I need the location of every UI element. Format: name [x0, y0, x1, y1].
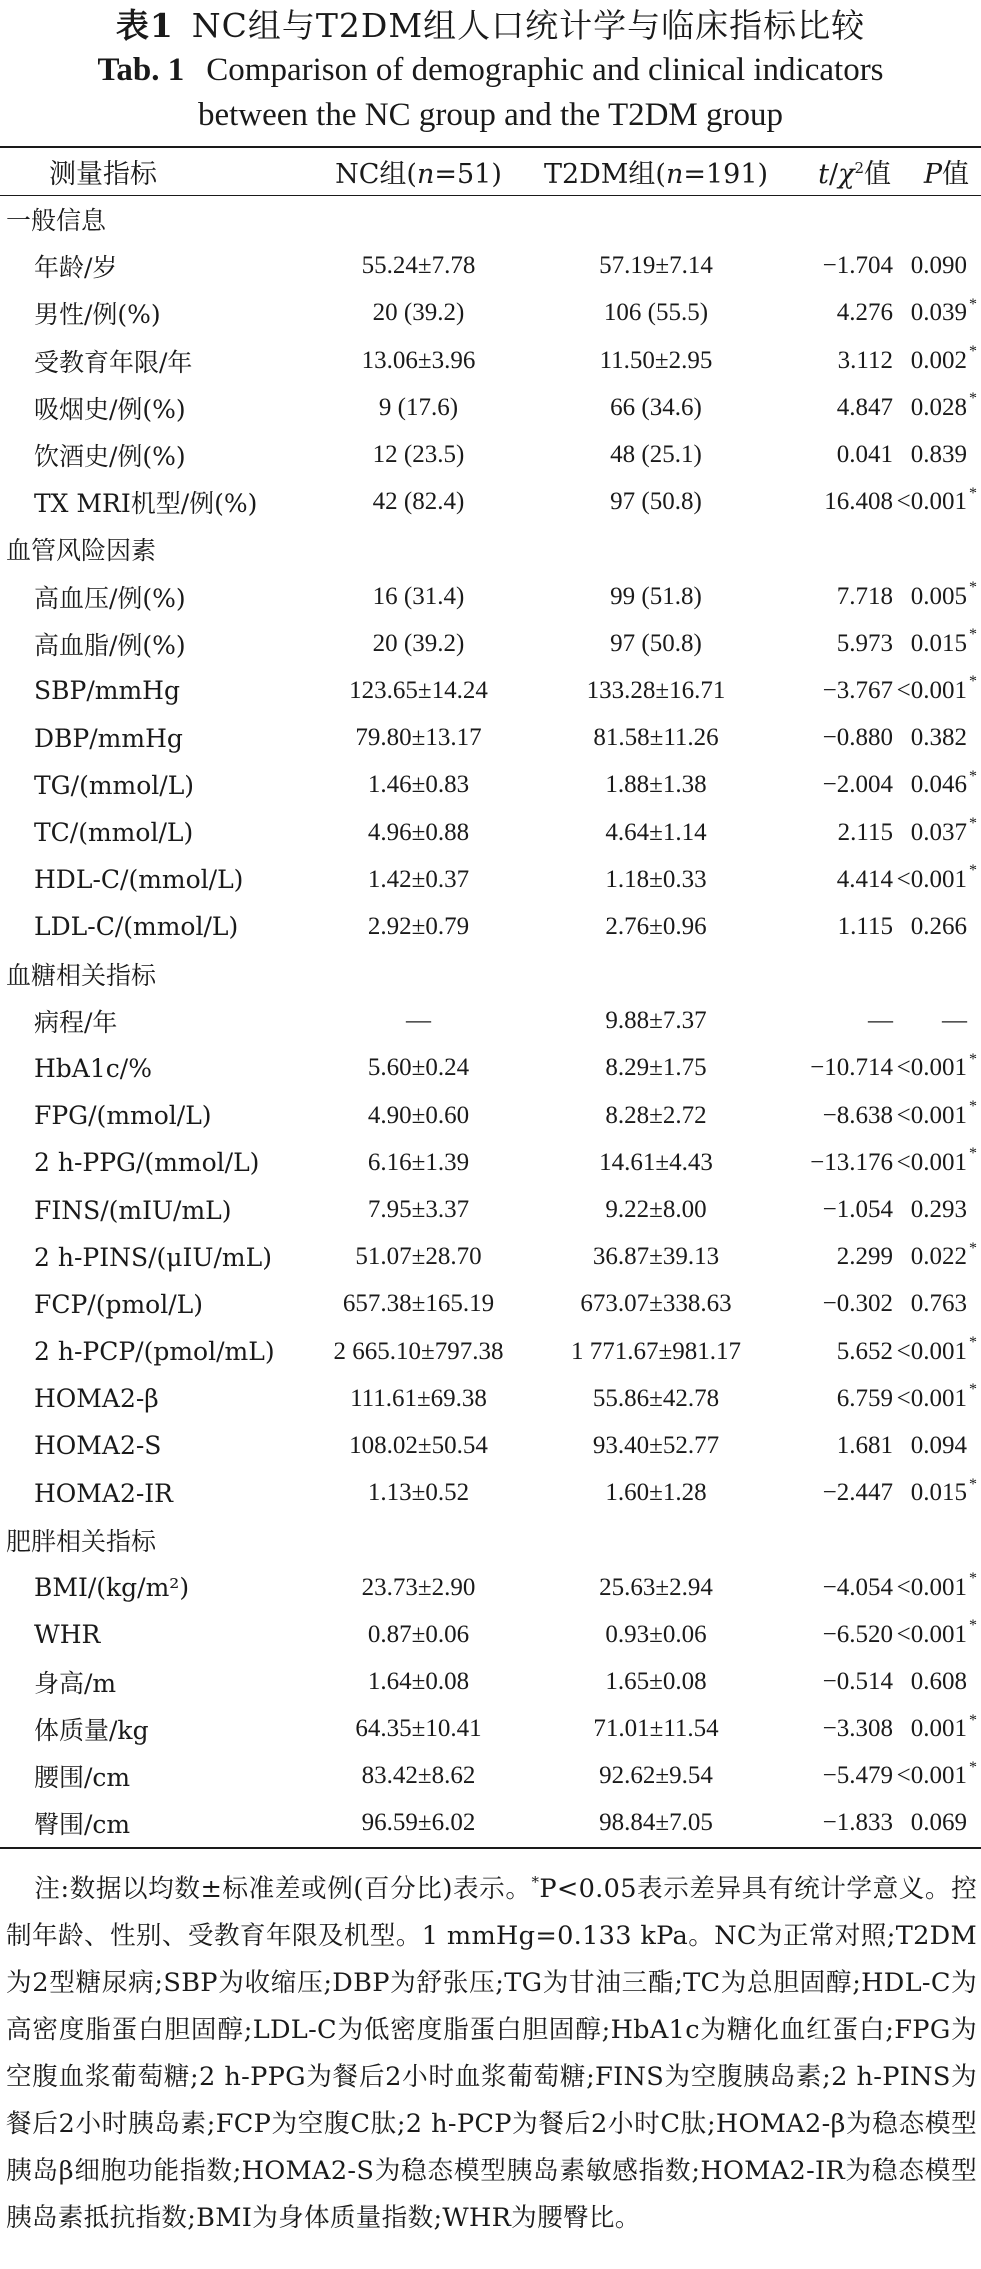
t2dm-value: 99 (51.8)	[610, 582, 702, 610]
p-value-text: 0.039	[910, 299, 967, 327]
nc-value: 1.64±0.08	[367, 1667, 470, 1695]
t2dm-value: 1.18±0.33	[605, 865, 707, 893]
p-value	[895, 1422, 981, 1469]
statistic-value: 16.408	[824, 488, 893, 516]
t2dm-value: 8.28±2.72	[605, 1101, 707, 1129]
table-body	[0, 196, 981, 1849]
indicator-name: FINS/(mIU/mL)	[34, 1195, 232, 1225]
comparison-table	[0, 146, 981, 1849]
p-value-text: <0.001	[896, 1054, 967, 1082]
t2dm-value: 2.76±0.96	[605, 912, 707, 940]
t2dm-value: 0.93±0.06	[605, 1620, 707, 1648]
significance-marker: *	[969, 1334, 977, 1351]
statistic-value: 2.299	[836, 1243, 893, 1271]
t2dm-value: 66 (34.6)	[610, 393, 702, 421]
t2dm-value: 9.22±8.00	[605, 1196, 707, 1224]
t2dm-value: 93.40±52.77	[592, 1431, 720, 1459]
nc-value: 1.46±0.83	[367, 771, 470, 799]
p-value	[895, 1564, 981, 1611]
significance-marker: *	[969, 1098, 977, 1116]
t2dm-value: 25.63±2.94	[599, 1573, 713, 1601]
note-sig-marker: *	[531, 1873, 540, 1892]
section-title: 肥胖相关指标	[6, 1527, 157, 1557]
table-row	[0, 1186, 981, 1233]
caption-en-title-line1: Comparison of demographic and clinical indicators	[206, 52, 884, 88]
statistic-value: −2.447	[822, 1479, 893, 1507]
table-row	[0, 1470, 981, 1517]
table-row	[0, 998, 981, 1045]
section-title: 一般信息	[6, 206, 107, 236]
p-value	[895, 1092, 981, 1139]
statistic-value: −1.833	[822, 1809, 893, 1837]
note-prefix: 注:数据以均数±标准差或例(百分比)表示。	[34, 1874, 532, 1905]
p-value-text: 0.037	[910, 818, 967, 846]
p-value-text: 0.028	[910, 393, 967, 421]
p-value-text: 0.069	[910, 1809, 967, 1837]
t2dm-value: 71.01±11.54	[593, 1715, 719, 1743]
t2dm-value: 98.84±7.05	[599, 1809, 713, 1837]
p-value	[895, 1234, 981, 1281]
table-row	[0, 1422, 981, 1469]
p-value	[895, 1375, 981, 1422]
table-row	[0, 856, 981, 903]
p-value-text: 0.090	[910, 252, 967, 280]
nc-value: 111.61±69.38	[350, 1384, 487, 1412]
significance-marker: *	[969, 343, 977, 361]
p-value	[895, 667, 981, 714]
significance-marker: *	[969, 626, 977, 644]
indicator-name: HbA1c/%	[34, 1053, 152, 1083]
p-value-text: 0.002	[910, 346, 967, 374]
statistic-value: −10.714	[810, 1054, 893, 1082]
t2dm-value: 1 771.67±981.17	[571, 1337, 741, 1365]
statistic-value: −3.767	[822, 676, 893, 704]
t2dm-value: 14.61±4.43	[599, 1148, 713, 1176]
table-row	[0, 243, 981, 290]
statistic-value: 0.041	[836, 441, 893, 469]
p-value	[895, 431, 981, 478]
nc-value: 16 (31.4)	[372, 582, 465, 610]
section-header-row	[0, 526, 981, 573]
t2dm-value: 55.86±42.78	[592, 1384, 720, 1412]
p-value-text: 0.382	[910, 724, 967, 752]
significance-marker: *	[969, 767, 977, 785]
section-header-row	[0, 196, 981, 243]
table-caption	[0, 4, 981, 138]
table-row	[0, 290, 981, 337]
significance-marker: *	[969, 1381, 977, 1399]
indicator-name: DBP/mmHg	[34, 723, 183, 753]
nc-value: 13.06±3.96	[361, 346, 476, 374]
p-value	[895, 809, 981, 856]
header-t2dm-group: T2DM组(n=191)	[521, 147, 791, 196]
p-value-text: 0.015	[910, 629, 967, 657]
nc-value: 20 (39.2)	[372, 629, 465, 657]
table-row	[0, 620, 981, 667]
header-indicator: 测量指标	[0, 147, 316, 196]
table-row	[0, 1328, 981, 1375]
p-value-text: —	[942, 1007, 967, 1035]
indicator-name: 2 h-PINS/(μIU/mL)	[34, 1242, 272, 1272]
nc-value: 657.38±165.19	[342, 1290, 495, 1318]
t2dm-value: 1.60±1.28	[605, 1479, 707, 1507]
p-value-text: <0.001	[896, 1762, 967, 1790]
table-row	[0, 1092, 981, 1139]
nc-value: 23.73±2.90	[361, 1573, 476, 1601]
significance-marker: *	[969, 484, 977, 502]
significance-marker: *	[969, 295, 977, 313]
statistic-value: 1.115	[837, 912, 893, 940]
p-value-text: <0.001	[896, 1620, 967, 1648]
table-header-row	[0, 147, 981, 196]
nc-value: 96.59±6.02	[361, 1809, 476, 1837]
nc-value: 55.24±7.78	[361, 252, 476, 280]
p-value	[895, 715, 981, 762]
significance-marker: *	[969, 579, 977, 596]
indicator-name: FPG/(mmol/L)	[34, 1101, 212, 1131]
indicator-name: LDL-C/(mmol/L)	[34, 912, 239, 942]
statistic-value: 5.652	[836, 1337, 893, 1365]
nc-value: 9 (17.6)	[378, 393, 459, 421]
indicator-name: TG/(mmol/L)	[34, 770, 195, 800]
p-value	[895, 856, 981, 903]
table-row	[0, 384, 981, 431]
table-row	[0, 573, 981, 620]
caption-en-label: Tab. 1	[97, 52, 185, 88]
table-row	[0, 1234, 981, 1281]
nc-value: 64.35±10.41	[355, 1715, 482, 1743]
statistic-value: −0.514	[822, 1667, 893, 1695]
statistic-value: −0.880	[822, 724, 893, 752]
indicator-name: HOMA2-S	[34, 1431, 162, 1461]
table-row	[0, 715, 981, 762]
table-row	[0, 1375, 981, 1422]
statistic-value: −4.054	[822, 1573, 893, 1601]
indicator-name: SBP/mmHg	[34, 676, 180, 706]
t2dm-value: 92.62±9.54	[599, 1762, 713, 1790]
section-title: 血管风险因素	[6, 536, 157, 566]
indicator-name: HOMA2-IR	[34, 1478, 174, 1508]
indicator-name: 高血压/例(%)	[34, 583, 186, 613]
p-value-text: 0.763	[910, 1290, 967, 1318]
statistic-value: —	[868, 1007, 893, 1035]
statistic-value: 3.112	[837, 346, 893, 374]
p-value-text: 0.046	[910, 771, 967, 799]
indicator-name: 饮酒史/例(%)	[34, 442, 186, 472]
significance-marker: *	[969, 1617, 977, 1635]
statistic-value: −1.054	[822, 1196, 893, 1224]
p-value-text: 0.005	[910, 582, 967, 610]
caption-cn-label: 表1	[115, 6, 174, 45]
significance-marker: *	[969, 1050, 977, 1068]
statistic-value: −2.004	[822, 771, 893, 799]
section-title: 血糖相关指标	[6, 961, 157, 991]
statistic-value: −5.479	[822, 1762, 893, 1790]
p-value	[895, 1139, 981, 1186]
nc-value: 4.96±0.88	[367, 818, 470, 846]
nc-value: 12 (23.5)	[372, 441, 465, 469]
p-value	[895, 762, 981, 809]
p-value-text: <0.001	[896, 1101, 967, 1129]
nc-value: 1.13±0.52	[367, 1479, 470, 1507]
significance-marker: *	[969, 862, 977, 880]
caption-cn-title: NC组与T2DM组人口统计学与临床指标比较	[191, 6, 866, 45]
t2dm-value: 8.29±1.75	[605, 1054, 707, 1082]
nc-value: 51.07±28.70	[355, 1243, 482, 1271]
table-row	[0, 1281, 981, 1328]
significance-marker: *	[969, 1145, 977, 1163]
t2dm-value: 1.65±0.08	[605, 1667, 707, 1695]
statistic-value: −1.704	[822, 252, 893, 280]
nc-value: 4.90±0.60	[367, 1101, 470, 1129]
t2dm-value: 133.28±16.71	[586, 676, 726, 704]
table-row	[0, 479, 981, 526]
indicator-name: 病程/年	[34, 1008, 118, 1038]
p-value	[895, 1045, 981, 1092]
indicator-name: 高血脂/例(%)	[34, 630, 186, 660]
document-page	[0, 4, 981, 2269]
table-row	[0, 431, 981, 478]
statistic-value: 1.681	[836, 1431, 893, 1459]
table-row	[0, 1611, 981, 1658]
indicator-name: 臀围/cm	[34, 1810, 131, 1840]
significance-marker: *	[969, 673, 977, 691]
p-value	[895, 1281, 981, 1328]
table-row	[0, 337, 981, 384]
header-p-value: P值	[895, 147, 981, 196]
significance-marker: *	[969, 1711, 977, 1729]
caption-chinese	[0, 4, 981, 48]
p-value	[895, 243, 981, 290]
indicator-name: 2 h-PCP/(pmol/mL)	[34, 1337, 275, 1367]
t2dm-value: 36.87±39.13	[592, 1243, 720, 1271]
t2dm-value: 106 (55.5)	[603, 299, 709, 327]
p-value	[895, 1470, 981, 1517]
table-row	[0, 1658, 981, 1705]
p-value	[895, 903, 981, 950]
indicator-name: TC/(mmol/L)	[34, 818, 194, 848]
statistic-value: 6.759	[836, 1384, 893, 1412]
nc-value: 2.92±0.79	[367, 912, 470, 940]
t2dm-value: 81.58±11.26	[593, 724, 719, 752]
p-value-text: 0.094	[910, 1431, 967, 1459]
statistic-value: −3.308	[822, 1715, 893, 1743]
p-value-text: 0.266	[910, 912, 967, 940]
table-note	[0, 1849, 981, 2242]
statistic-value: 5.973	[836, 629, 893, 657]
nc-value: —	[406, 1007, 431, 1035]
caption-en-title-line2: between the NC group and the T2DM group	[197, 97, 784, 133]
t2dm-value: 97 (50.8)	[610, 629, 702, 657]
p-value	[895, 1706, 981, 1753]
significance-marker: *	[969, 1569, 977, 1587]
p-value	[895, 290, 981, 337]
indicator-name: TX MRI机型/例(%)	[34, 489, 258, 519]
p-value	[895, 573, 981, 620]
p-value-text: 0.293	[910, 1196, 967, 1224]
nc-value: 108.02±50.54	[349, 1431, 488, 1459]
nc-value: 42 (82.4)	[372, 488, 465, 516]
statistic-value: −13.176	[810, 1148, 893, 1176]
note-body: P<0.05表示差异具有统计学意义。控制年龄、性别、受教育年限及机型。1 mmHg=0.133 kPa。NC为正常对照;T2DM为2型糖尿病;SBP为收缩压;DBP为舒张压;TG为甘油三酯;TC为总胆固醇;HDL-C为高密度脂蛋白胆固醇;LDL-C为低密度脂蛋白胆固醇;HbA1c为糖化血红蛋白;FPG为空腹血浆葡萄糖;2 h-PPG为餐后2小时血浆葡萄糖;FINS为空腹胰岛素;2 h-PINS为餐后2小时胰岛素;FCP为空腹C肽;2 h-PCP为餐后2小时C肽;HOMA2-β为稳态模型胰岛β细胞功能指数;HOMA2-S为稳态模型胰岛素敏感指数;HOMA2-IR为稳态模型胰岛素抵抗指数;BMI为身体质量指数;WHR为腰臀比。	[6, 1874, 977, 2234]
p-value-text: 0.001	[910, 1715, 967, 1743]
nc-value: 1.42±0.37	[367, 865, 470, 893]
indicator-name: FCP/(pmol/L)	[34, 1289, 204, 1319]
indicator-name: 男性/例(%)	[34, 300, 161, 330]
p-value	[895, 1328, 981, 1375]
t2dm-value: 11.50±2.95	[599, 346, 713, 374]
p-value-text: 0.608	[910, 1667, 967, 1695]
p-value	[895, 998, 981, 1045]
section-header-row	[0, 1517, 981, 1564]
t2dm-value: 97 (50.8)	[610, 488, 702, 516]
significance-marker: *	[969, 1239, 977, 1257]
table-row	[0, 667, 981, 714]
p-value	[895, 1753, 981, 1800]
indicator-name: WHR	[34, 1620, 101, 1650]
caption-english	[0, 48, 981, 138]
nc-value: 79.80±13.17	[355, 724, 482, 752]
p-value-text: <0.001	[896, 865, 967, 893]
statistic-value: 4.847	[836, 393, 893, 421]
nc-value: 7.95±3.37	[367, 1196, 470, 1224]
p-value-text: <0.001	[896, 1573, 967, 1601]
table-row	[0, 1753, 981, 1800]
p-value-text: 0.839	[910, 441, 967, 469]
p-value	[895, 620, 981, 667]
p-value-text: <0.001	[896, 1148, 967, 1176]
p-value-text: <0.001	[896, 488, 967, 516]
statistic-value: 7.718	[836, 582, 893, 610]
section-header-row	[0, 951, 981, 998]
nc-value: 20 (39.2)	[372, 299, 465, 327]
indicator-name: 吸烟史/例(%)	[34, 394, 186, 424]
p-value	[895, 1658, 981, 1705]
header-nc-group: NC组(n=51)	[316, 147, 521, 196]
indicator-name: BMI/(kg/m²)	[34, 1573, 190, 1603]
statistic-value: 4.414	[836, 865, 893, 893]
significance-marker: *	[969, 814, 977, 832]
indicator-name: 身高/m	[34, 1668, 117, 1698]
nc-value: 123.65±14.24	[349, 676, 488, 704]
statistic-value: −8.638	[822, 1101, 893, 1129]
table-row	[0, 762, 981, 809]
t2dm-value: 48 (25.1)	[610, 441, 702, 469]
indicator-name: HDL-C/(mmol/L)	[34, 865, 244, 895]
statistic-value: −6.520	[822, 1620, 893, 1648]
t2dm-value: 57.19±7.14	[599, 252, 713, 280]
nc-value: 2 665.10±797.38	[333, 1337, 504, 1365]
table-row	[0, 1139, 981, 1186]
p-value-text: <0.001	[896, 1384, 967, 1412]
significance-marker: *	[969, 390, 977, 408]
indicator-name: 2 h-PPG/(mmol/L)	[34, 1148, 260, 1178]
nc-value: 5.60±0.24	[367, 1054, 470, 1082]
nc-value: 83.42±8.62	[361, 1762, 476, 1790]
significance-marker: *	[969, 1475, 977, 1493]
indicator-name: 年龄/岁	[34, 253, 118, 283]
indicator-name: 腰围/cm	[34, 1763, 131, 1793]
p-value-text: <0.001	[896, 676, 967, 704]
indicator-name: HOMA2-β	[34, 1384, 159, 1414]
indicator-name: 体质量/kg	[34, 1716, 149, 1746]
statistic-value: −0.302	[822, 1290, 893, 1318]
p-value	[895, 1186, 981, 1233]
nc-value: 6.16±1.39	[367, 1148, 470, 1176]
t2dm-value: 4.64±1.14	[605, 818, 707, 846]
statistic-value: 4.276	[836, 299, 893, 327]
table-row	[0, 1045, 981, 1092]
p-value	[895, 1611, 981, 1658]
p-value-text: <0.001	[896, 1337, 967, 1365]
significance-marker: *	[969, 1758, 977, 1776]
table-row	[0, 1706, 981, 1753]
header-statistic: $t/\chi^2$值	[791, 147, 895, 196]
p-value	[895, 337, 981, 384]
t2dm-value: 673.07±338.63	[580, 1290, 732, 1318]
table-row	[0, 903, 981, 950]
statistic-value: 2.115	[837, 818, 893, 846]
table-row	[0, 809, 981, 856]
p-value-text: 0.015	[910, 1479, 967, 1507]
indicator-name: 受教育年限/年	[34, 347, 193, 377]
p-value	[895, 384, 981, 431]
nc-value: 0.87±0.06	[367, 1620, 470, 1648]
table-row	[0, 1564, 981, 1611]
p-value-text: 0.022	[910, 1243, 967, 1271]
t2dm-value: 9.88±7.37	[605, 1007, 707, 1035]
t2dm-value: 1.88±1.38	[605, 771, 707, 799]
table-row	[0, 1800, 981, 1848]
p-value	[895, 479, 981, 526]
p-value	[895, 1800, 981, 1848]
